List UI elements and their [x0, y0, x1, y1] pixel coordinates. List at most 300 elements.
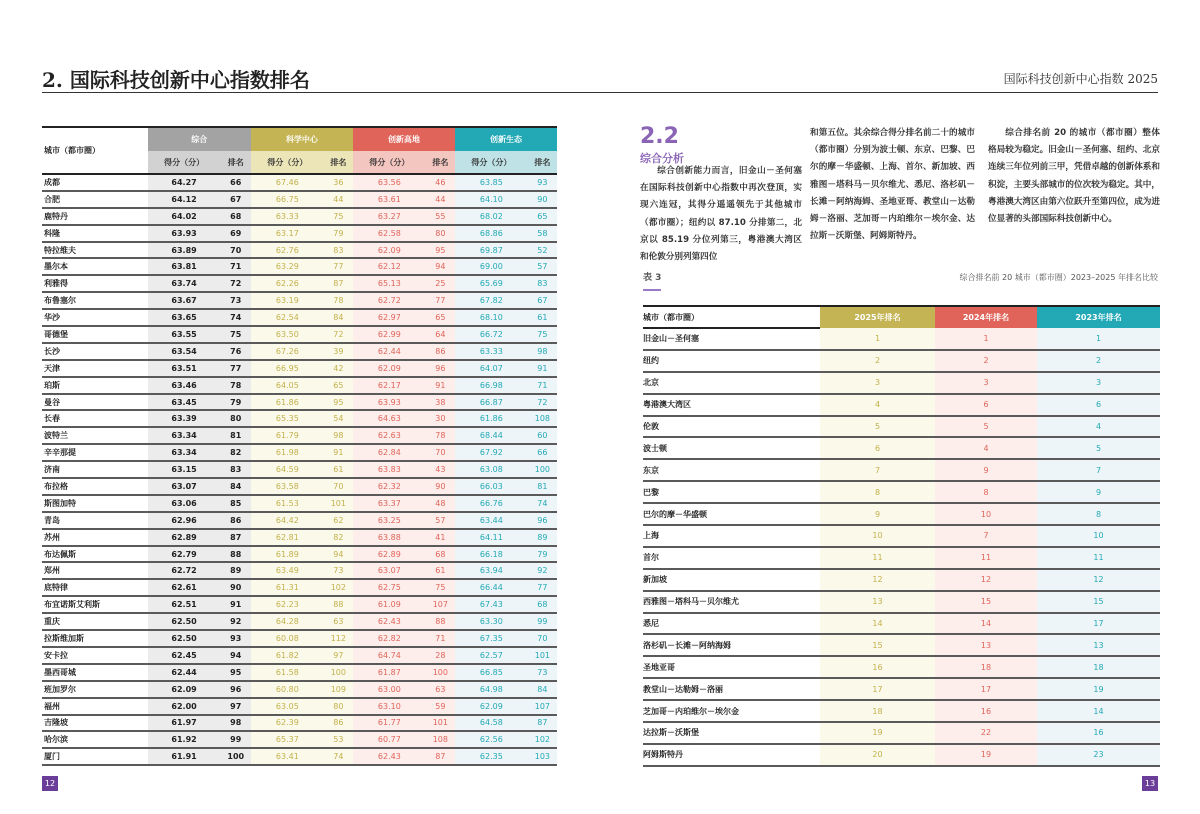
- year-2024-header: 2024年排名: [935, 306, 1037, 328]
- table-row: [42, 377, 557, 394]
- ecosystem-rank: 60: [528, 427, 557, 444]
- innovation-rank: 91: [426, 377, 455, 394]
- rank-2023: 1: [1037, 328, 1160, 350]
- overall-rank: 82: [221, 444, 251, 461]
- rank-2024: 7: [935, 525, 1037, 547]
- science-rank: 61: [324, 461, 353, 478]
- science-rank: 84: [324, 309, 353, 326]
- table-row: [42, 478, 557, 495]
- rank-2025: 12: [820, 569, 935, 591]
- innovation-rank: 64: [426, 326, 455, 343]
- overall-score: 63.45: [148, 394, 221, 411]
- overall-score: 64.27: [148, 174, 221, 191]
- ecosystem-score: 66.18: [455, 546, 528, 563]
- group-header-overall: 综合: [148, 127, 251, 151]
- science-score: 62.54: [251, 309, 324, 326]
- science-score: 65.35: [251, 410, 324, 427]
- science-score: 64.28: [251, 613, 324, 630]
- science-rank: 53: [324, 731, 353, 748]
- ecosystem-score: 69.00: [455, 258, 528, 275]
- table-row: [643, 678, 1160, 700]
- city-name: 郑州: [42, 562, 148, 579]
- science-score: 64.59: [251, 461, 324, 478]
- overall-score: 63.34: [148, 444, 221, 461]
- innovation-rank: 68: [426, 546, 455, 563]
- table-row: [42, 343, 557, 360]
- page-number-left: 12: [42, 776, 58, 791]
- ecosystem-rank: 101: [528, 647, 557, 664]
- overall-rank: 91: [221, 596, 251, 613]
- page-number-right: 13: [1142, 776, 1158, 791]
- innovation-score: 63.37: [353, 495, 426, 512]
- city-name: 巴尔的摩－华盛顿: [643, 503, 820, 525]
- science-rank: 65: [324, 377, 353, 394]
- ecosystem-rank: 58: [528, 225, 557, 242]
- overall-score: 62.51: [148, 596, 221, 613]
- innovation-rank: 63: [426, 681, 455, 698]
- innovation-score: 61.09: [353, 596, 426, 613]
- ecosystem-rank: 102: [528, 731, 557, 748]
- science-score: 61.89: [251, 546, 324, 563]
- science-rank: 82: [324, 529, 353, 546]
- rank-2023: 6: [1037, 394, 1160, 416]
- overall-score: 63.89: [148, 242, 221, 259]
- rank-2025: 11: [820, 547, 935, 569]
- rank-2024: 10: [935, 503, 1037, 525]
- science-rank: 63: [324, 613, 353, 630]
- overall-rank: 87: [221, 529, 251, 546]
- ecosystem-score: 63.85: [455, 174, 528, 191]
- science-score: 61.98: [251, 444, 324, 461]
- ecosystem-rank: 108: [528, 410, 557, 427]
- overall-rank: 67: [221, 191, 251, 208]
- city-name: 达拉斯－沃斯堡: [643, 722, 820, 744]
- science-score: 61.86: [251, 394, 324, 411]
- overall-rank: 66: [221, 174, 251, 191]
- science-score: 67.26: [251, 343, 324, 360]
- table-row: [643, 416, 1160, 438]
- science-rank: 79: [324, 225, 353, 242]
- rank-2024: 5: [935, 416, 1037, 438]
- city-name: 波士顿: [643, 437, 820, 459]
- table-row: [42, 596, 557, 613]
- city-name: 利雅得: [42, 275, 148, 292]
- rank-2023: 8: [1037, 503, 1160, 525]
- innovation-score: 63.10: [353, 698, 426, 715]
- city-name: 吉隆坡: [42, 715, 148, 732]
- innovation-rank: 107: [426, 596, 455, 613]
- innovation-rank: 75: [426, 579, 455, 596]
- science-rank: 112: [324, 630, 353, 647]
- innovation-score: 62.99: [353, 326, 426, 343]
- innovation-score: 62.84: [353, 444, 426, 461]
- science-score: 65.37: [251, 731, 324, 748]
- paragraph-2: 和第五位。其余综合得分排名前二十的城市（都市圈）分别为波士顿、东京、巴黎、巴尔的摩－华盛顿、上海、首尔、新加坡、西雅图－塔科马－贝尔维尤、悉尼、洛杉矶－长滩－阿纳海姆、圣地亚哥、教堂山－达勒姆－洛丽、芝加哥－内珀维尔－埃尔金、达拉斯－沃斯堡、阿姆斯特丹。: [810, 128, 975, 242]
- rank-2025: 18: [820, 700, 935, 722]
- science-score: 64.42: [251, 512, 324, 529]
- innovation-rank: 108: [426, 731, 455, 748]
- innovation-rank: 90: [426, 478, 455, 495]
- innovation-score: 62.63: [353, 427, 426, 444]
- innovation-rank: 65: [426, 309, 455, 326]
- science-rank: 94: [324, 546, 353, 563]
- ecosystem-score: 68.02: [455, 208, 528, 225]
- table-row: [42, 579, 557, 596]
- ecosystem-score: 63.08: [455, 461, 528, 478]
- table-row: [643, 328, 1160, 350]
- city-name: 墨西哥城: [42, 664, 148, 681]
- ecosystem-rank: 75: [528, 326, 557, 343]
- rank-2023: 13: [1037, 634, 1160, 656]
- overall-rank: 70: [221, 242, 251, 259]
- ecosystem-score: 66.87: [455, 394, 528, 411]
- innovation-rank: 71: [426, 630, 455, 647]
- overall-rank: 89: [221, 562, 251, 579]
- ecosystem-score: 66.72: [455, 326, 528, 343]
- ecosystem-score: 66.76: [455, 495, 528, 512]
- ecosystem-score: 64.11: [455, 529, 528, 546]
- rank-2025: 13: [820, 591, 935, 613]
- ecosystem-rank: 65: [528, 208, 557, 225]
- overall-score: 62.61: [148, 579, 221, 596]
- innovation-rank: 61: [426, 562, 455, 579]
- science-rank: 98: [324, 427, 353, 444]
- overall-rank: 95: [221, 664, 251, 681]
- ecosystem-rank: 103: [528, 748, 557, 765]
- ecosystem-rank: 70: [528, 630, 557, 647]
- table-row: [42, 546, 557, 563]
- group-header-science: 科学中心: [251, 127, 353, 151]
- table-row: [643, 372, 1160, 394]
- table-row: [643, 525, 1160, 547]
- city-name: 上海: [643, 525, 820, 547]
- innovation-rank: 94: [426, 258, 455, 275]
- group-header-ecosystem: 创新生态: [455, 127, 557, 151]
- rank-2025: 5: [820, 416, 935, 438]
- section-number: 2.2: [640, 124, 679, 149]
- rank-2025: 17: [820, 678, 935, 700]
- innovation-rank: 30: [426, 410, 455, 427]
- overall-rank: 93: [221, 630, 251, 647]
- table-row: [643, 591, 1160, 613]
- ecosystem-rank: 73: [528, 664, 557, 681]
- ecosystem-rank: 91: [528, 360, 557, 377]
- ecosystem-score: 63.30: [455, 613, 528, 630]
- overall-score: 62.50: [148, 613, 221, 630]
- city-name: 纽约: [643, 350, 820, 372]
- city-name: 波特兰: [42, 427, 148, 444]
- innovation-rank: 70: [426, 444, 455, 461]
- overall-score: 63.54: [148, 343, 221, 360]
- table-row: [42, 292, 557, 309]
- city-name: 特拉维夫: [42, 242, 148, 259]
- rank-2023: 5: [1037, 437, 1160, 459]
- innovation-rank: 96: [426, 360, 455, 377]
- rank-2024: 6: [935, 394, 1037, 416]
- city-name: 曼谷: [42, 394, 148, 411]
- innovation-score: 62.82: [353, 630, 426, 647]
- innovation-rank: 46: [426, 174, 455, 191]
- table-row: [643, 547, 1160, 569]
- rank-2024: 9: [935, 459, 1037, 481]
- innovation-rank: 48: [426, 495, 455, 512]
- city-name: 哈尔滨: [42, 731, 148, 748]
- ecosystem-rank: 87: [528, 715, 557, 732]
- rank-2025: 2: [820, 350, 935, 372]
- ecosystem-score: 62.56: [455, 731, 528, 748]
- overall-rank: 71: [221, 258, 251, 275]
- overall-rank: 97: [221, 698, 251, 715]
- ecosystem-rank: 92: [528, 562, 557, 579]
- innovation-rank: 100: [426, 664, 455, 681]
- rank-2024: 8: [935, 481, 1037, 503]
- rank-2025: 7: [820, 459, 935, 481]
- science-score: 61.79: [251, 427, 324, 444]
- city-name: 布拉格: [42, 478, 148, 495]
- city-name: 布鲁塞尔: [42, 292, 148, 309]
- science-score: 67.46: [251, 174, 324, 191]
- ecosystem-score: 64.58: [455, 715, 528, 732]
- ecosystem-rank: 99: [528, 613, 557, 630]
- innovation-score: 62.09: [353, 360, 426, 377]
- table-row: [42, 444, 557, 461]
- subheader-score: 得分（分）: [455, 151, 528, 174]
- rank-2023: 10: [1037, 525, 1160, 547]
- table-row: [42, 748, 557, 765]
- science-score: 63.29: [251, 258, 324, 275]
- science-score: 62.81: [251, 529, 324, 546]
- group-header-innovation: 创新高地: [353, 127, 455, 151]
- science-rank: 42: [324, 360, 353, 377]
- table-row: [42, 258, 557, 275]
- overall-score: 62.09: [148, 681, 221, 698]
- table-row: [42, 461, 557, 478]
- city-name: 西雅图－塔科马－贝尔维尤: [643, 591, 820, 613]
- ecosystem-score: 64.07: [455, 360, 528, 377]
- table-row: [643, 656, 1160, 678]
- overall-rank: 85: [221, 495, 251, 512]
- city-name: 底特律: [42, 579, 148, 596]
- rank-2024: 17: [935, 678, 1037, 700]
- table-row: [42, 309, 557, 326]
- table-caption: 综合排名前 20 城市（都市圈）2023–2025 年排名比较: [959, 273, 1158, 282]
- ecosystem-score: 67.92: [455, 444, 528, 461]
- innovation-rank: 59: [426, 698, 455, 715]
- year-2025-header: 2025年排名: [820, 306, 935, 328]
- ecosystem-score: 66.03: [455, 478, 528, 495]
- science-rank: 91: [324, 444, 353, 461]
- innovation-score: 62.32: [353, 478, 426, 495]
- overall-score: 63.65: [148, 309, 221, 326]
- city-name: 济南: [42, 461, 148, 478]
- table-row: [42, 242, 557, 259]
- science-score: 62.26: [251, 275, 324, 292]
- science-score: 60.80: [251, 681, 324, 698]
- table-row: [42, 681, 557, 698]
- overall-rank: 98: [221, 715, 251, 732]
- city-name: 厦门: [42, 748, 148, 765]
- innovation-score: 62.44: [353, 343, 426, 360]
- table-row: [42, 512, 557, 529]
- innovation-score: 62.58: [353, 225, 426, 242]
- overall-score: 63.55: [148, 326, 221, 343]
- science-score: 63.05: [251, 698, 324, 715]
- city-name: 华沙: [42, 309, 148, 326]
- ecosystem-rank: 71: [528, 377, 557, 394]
- city-name: 班加罗尔: [42, 681, 148, 698]
- section-title: 综合分析: [640, 152, 684, 165]
- subheader-rank: 排名: [528, 151, 557, 174]
- overall-score: 63.74: [148, 275, 221, 292]
- ecosystem-score: 61.86: [455, 410, 528, 427]
- science-rank: 86: [324, 715, 353, 732]
- overall-score: 63.93: [148, 225, 221, 242]
- table-row: [643, 394, 1160, 416]
- overall-score: 63.07: [148, 478, 221, 495]
- innovation-score: 62.75: [353, 579, 426, 596]
- overall-score: 62.45: [148, 647, 221, 664]
- innovation-score: 64.74: [353, 647, 426, 664]
- ecosystem-rank: 83: [528, 275, 557, 292]
- science-rank: 95: [324, 394, 353, 411]
- table-row: [42, 410, 557, 427]
- overall-rank: 92: [221, 613, 251, 630]
- city-name: 新加坡: [643, 569, 820, 591]
- innovation-score: 61.87: [353, 664, 426, 681]
- overall-rank: 74: [221, 309, 251, 326]
- rank-2024: 4: [935, 437, 1037, 459]
- rank-2025: 9: [820, 503, 935, 525]
- science-rank: 77: [324, 258, 353, 275]
- ecosystem-score: 62.57: [455, 647, 528, 664]
- subheader-rank: 排名: [426, 151, 455, 174]
- rank-2025: 3: [820, 372, 935, 394]
- ecosystem-score: 63.33: [455, 343, 528, 360]
- ecosystem-score: 69.87: [455, 242, 528, 259]
- innovation-rank: 87: [426, 748, 455, 765]
- table-row: [42, 731, 557, 748]
- paragraph-3: 综合排名前 20 的城市（都市圈）整体格局较为稳定。旧金山－圣何塞、纽约、北京连续三年位列前三甲，凭借卓越的创新体系和积淀，主要头部城市的位次较为稳定。其中，粤港澳大湾区由第六位跃升至第四位，成为进位显著的头部国际科技创新中心。: [988, 128, 1160, 225]
- city-name: 墨尔本: [42, 258, 148, 275]
- city-name: 阿姆斯特丹: [643, 744, 820, 766]
- rank-2024: 2: [935, 350, 1037, 372]
- table-row: [42, 664, 557, 681]
- table-row: [42, 191, 557, 208]
- science-score: 61.58: [251, 664, 324, 681]
- city-name: 哥德堡: [42, 326, 148, 343]
- science-rank: 73: [324, 562, 353, 579]
- ecosystem-rank: 67: [528, 292, 557, 309]
- city-name: 重庆: [42, 613, 148, 630]
- science-score: 63.33: [251, 208, 324, 225]
- table-row: [42, 174, 557, 191]
- paragraph-1: 综合创新能力而言，旧金山－圣何塞在国际科技创新中心指数中再次登顶，实现六连冠，其得分遥遥领先于其他城市（都市圈）；纽约以 87.10 分排第二，北京以 85.19 分位列第三，粤港澳大湾区和伦敦分别列第四位: [640, 166, 802, 263]
- science-rank: 80: [324, 698, 353, 715]
- overall-rank: 84: [221, 478, 251, 495]
- city-name: 布宜诺斯艾利斯: [42, 596, 148, 613]
- overall-rank: 78: [221, 377, 251, 394]
- city-name: 圣地亚哥: [643, 656, 820, 678]
- ecosystem-rank: 90: [528, 191, 557, 208]
- ecosystem-score: 68.86: [455, 225, 528, 242]
- overall-rank: 88: [221, 546, 251, 563]
- city-name: 斯图加特: [42, 495, 148, 512]
- ecosystem-score: 62.09: [455, 698, 528, 715]
- overall-score: 62.50: [148, 630, 221, 647]
- table-row: [42, 698, 557, 715]
- rank-2024: 15: [935, 591, 1037, 613]
- rank-2024: 18: [935, 656, 1037, 678]
- ecosystem-rank: 89: [528, 529, 557, 546]
- rank-2025: 8: [820, 481, 935, 503]
- ecosystem-rank: 84: [528, 681, 557, 698]
- ecosystem-score: 65.69: [455, 275, 528, 292]
- table-row: [643, 437, 1160, 459]
- overall-rank: 83: [221, 461, 251, 478]
- overall-score: 63.39: [148, 410, 221, 427]
- science-rank: 83: [324, 242, 353, 259]
- rank-2023: 16: [1037, 722, 1160, 744]
- rank-2023: 14: [1037, 700, 1160, 722]
- rank-2023: 7: [1037, 459, 1160, 481]
- rank-2024: 14: [935, 613, 1037, 635]
- science-score: 63.49: [251, 562, 324, 579]
- rank-2023: 17: [1037, 613, 1160, 635]
- innovation-score: 63.00: [353, 681, 426, 698]
- city-name: 成都: [42, 174, 148, 191]
- overall-rank: 99: [221, 731, 251, 748]
- innovation-score: 63.88: [353, 529, 426, 546]
- rank-2023: 19: [1037, 678, 1160, 700]
- subheader-score: 得分（分）: [251, 151, 324, 174]
- science-rank: 44: [324, 191, 353, 208]
- innovation-score: 63.56: [353, 174, 426, 191]
- rank-2023: 4: [1037, 416, 1160, 438]
- overall-rank: 86: [221, 512, 251, 529]
- rank-2023: 15: [1037, 591, 1160, 613]
- city-name: 珀斯: [42, 377, 148, 394]
- city-name: 首尔: [643, 547, 820, 569]
- science-rank: 88: [324, 596, 353, 613]
- ecosystem-rank: 77: [528, 579, 557, 596]
- science-rank: 78: [324, 292, 353, 309]
- science-score: 63.50: [251, 326, 324, 343]
- rank-2023: 18: [1037, 656, 1160, 678]
- innovation-rank: 28: [426, 647, 455, 664]
- table-row: [42, 427, 557, 444]
- ecosystem-score: 66.85: [455, 664, 528, 681]
- rank-2024: 16: [935, 700, 1037, 722]
- rank-2023: 11: [1037, 547, 1160, 569]
- report-title: 国际科技创新中心指数 2025: [1003, 72, 1158, 86]
- overall-score: 63.15: [148, 461, 221, 478]
- city-name: 东京: [643, 459, 820, 481]
- science-score: 62.76: [251, 242, 324, 259]
- table-row: [643, 503, 1160, 525]
- rank-2024: 13: [935, 634, 1037, 656]
- science-rank: 70: [324, 478, 353, 495]
- table-row: [643, 722, 1160, 744]
- innovation-rank: 57: [426, 512, 455, 529]
- city-name: 长沙: [42, 343, 148, 360]
- science-rank: 97: [324, 647, 353, 664]
- table-row: [42, 360, 557, 377]
- city-name: 伦敦: [643, 416, 820, 438]
- table-row: [42, 715, 557, 732]
- city-column-header: 城市（都市圈）: [643, 306, 820, 328]
- science-score: 63.58: [251, 478, 324, 495]
- rank-2025: 6: [820, 437, 935, 459]
